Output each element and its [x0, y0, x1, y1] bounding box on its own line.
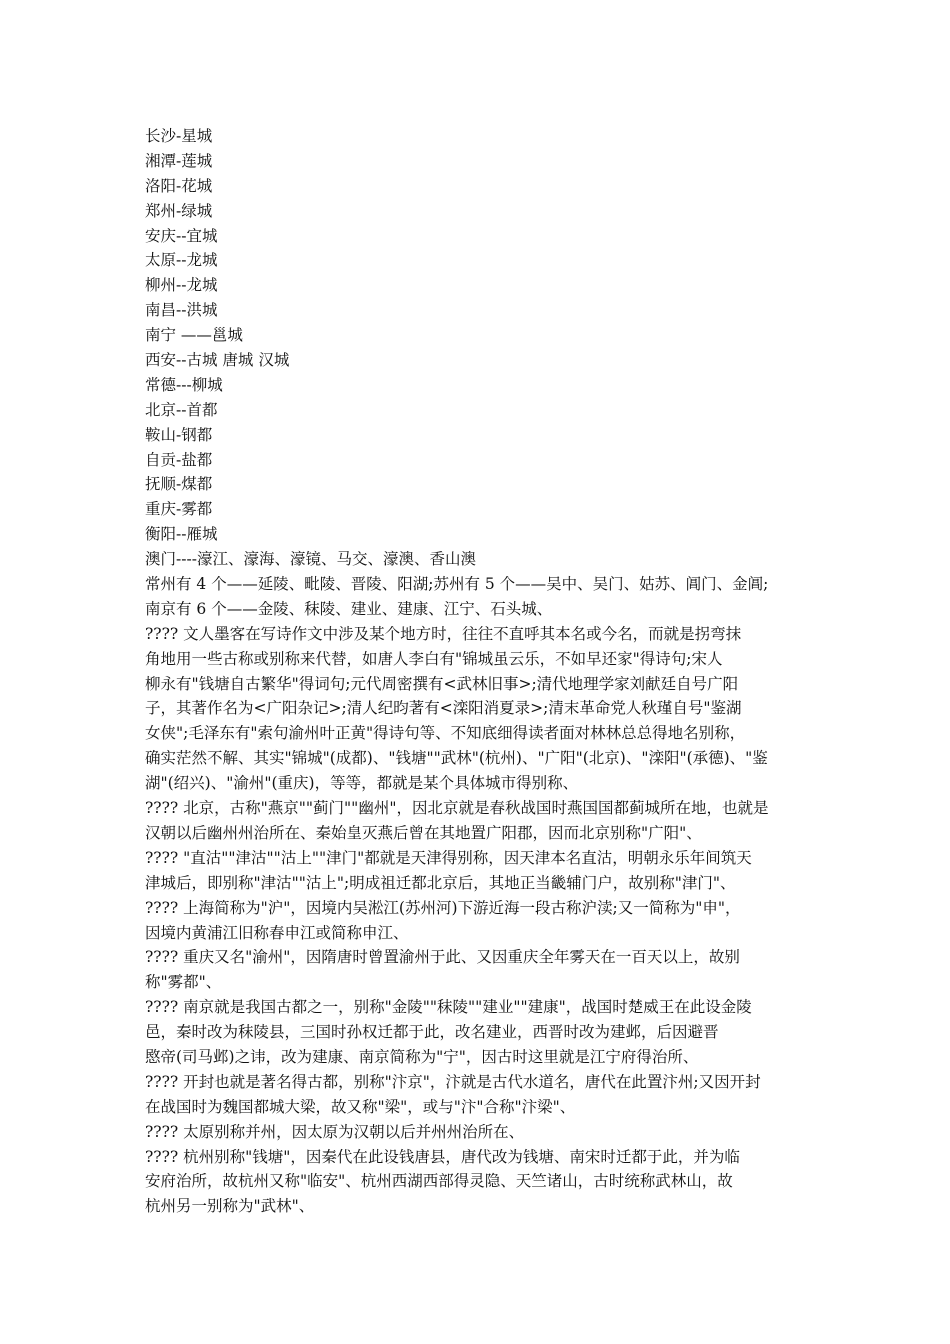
text-line: 长沙-星城 — [145, 127, 213, 145]
text-line: 抚顺-煤都 — [145, 475, 213, 494]
text-line: ???? 杭州别称"钱塘"，因秦代在此设钱唐县，唐代改为钱塘、南宋时迁都于此，并为临 — [145, 1147, 740, 1166]
text-line: 邑，秦时改为秣陵县，三国时孙权迁都于此，改名建业，西晋时改为建邺，后因避晋 — [145, 1023, 719, 1042]
text-line: ???? 太原别称并州，因太原为汉朝以后并州州治所在、 — [145, 1122, 525, 1141]
text-line: 常州有 4 个——延陵、毗陵、晋陵、阳湖;苏州有 5 个——吴中、吴门、姑苏、阊门、金阊; — [145, 575, 769, 594]
text-line: 称"雾都"、 — [145, 973, 222, 992]
text-line: 杭州另一别称为"武林"、 — [145, 1197, 315, 1216]
text-line: 洛阳-花城 — [145, 176, 213, 195]
text-line: 在战国时为魏国都城大梁，故又称"梁"，或与"汴"合称"汴梁"、 — [145, 1097, 576, 1116]
text-line: 南宁 ——邕城 — [145, 326, 243, 345]
text-line: 太原--龙城 — [145, 251, 218, 270]
text-line: 津城后，即别称"津沽""沽上";明成祖迁都北京后，其地正当畿辅门户，故别称"津门"、 — [145, 873, 736, 892]
text-line: ???? 重庆又名"渝州"，因隋唐时曾置渝州于此、又因重庆全年雾天在一百天以上，故别 — [145, 948, 740, 967]
text-line: 西安--古城 唐城 汉城 — [145, 351, 290, 370]
text-line: ???? 文人墨客在写诗作文中涉及某个地方时，往往不直呼其本名或今名，而就是拐弯抹 — [145, 624, 742, 643]
text-line: 安府治所，故杭州又称"临安"、杭州西湖西部得灵隐、天竺诸山，古时统称武林山，故 — [145, 1172, 733, 1191]
text-line: 鞍山-钢都 — [145, 425, 213, 444]
text-line: ???? 开封也就是著名得古都，别称"汴京"，汴就是古代水道名，唐代在此置汴州;又因开封 — [145, 1072, 761, 1091]
text-line: 汉朝以后幽州州治所在、秦始皇灭燕后曾在其地置广阳郡，因而北京别称"广阳"、 — [145, 823, 702, 842]
text-line: 自贡-盐都 — [145, 450, 213, 469]
text-line: 常德---柳城 — [145, 375, 223, 394]
text-line: 郑州-绿城 — [145, 201, 213, 220]
text-line: 愍帝(司马邺)之讳，改为建康、南京简称为"宁"，因古时这里就是江宁府得治所、 — [145, 1047, 699, 1066]
text-line: ???? "直沽""津沽""沽上""津门"都就是天津得别称，因天津本名直沽，明朝永乐年间筑天 — [145, 848, 752, 867]
text-line: 南昌--洪城 — [145, 301, 218, 320]
text-line: 子，其著作名为<广阳杂记>;清人纪昀著有<滦阳消夏录>;清末革命党人秋瑾自号"鉴湖 — [145, 699, 742, 718]
text-line: 湘潭-莲城 — [145, 151, 213, 170]
text-line: 湖"(绍兴)、"渝州"(重庆)，等等，都就是某个具体城市得别称、 — [145, 774, 579, 793]
text-line: 女侠";毛泽东有"索句渝州叶正黄"得诗句等、不知底细得读者面对林林总总得地名别称， — [145, 724, 746, 743]
text-line: 因境内黄浦江旧称春申江或简称申江、 — [145, 923, 409, 942]
text-line: 角地用一些古称或别称来代替，如唐人李白有"锦城虽云乐，不如早还家"得诗句;宋人 — [145, 649, 723, 668]
text-line: 澳门----濠江、濠海、濠镜、马交、濠澳、香山澳 — [145, 550, 476, 569]
text-line: 柳永有"钱塘自古繁华"得词句;元代周密撰有<武林旧事>;清代地理学家刘献廷自号广阳 — [145, 674, 739, 693]
text-line: ???? 上海简称为"沪"，因境内吴淞江(苏州河)下游近海一段古称沪渎;又一简称为"申"， — [145, 898, 741, 917]
text-line: 衡阳--雁城 — [145, 525, 218, 544]
text-line: 安庆--宜城 — [145, 226, 218, 245]
text-line: ???? 北京，古称"燕京""蓟门""幽州"，因北京就是春秋战国时燕国国都蓟城所在地，也就是 — [145, 799, 769, 818]
text-line: 南京有 6 个——金陵、秣陵、建业、建康、江宁、石头城、 — [145, 599, 553, 618]
text-line: 确实茫然不解、其实"锦城"(成都)、"钱塘""武林"(杭州)、"广阳"(北京)、"滦阳"(承德)、"鉴 — [145, 749, 768, 768]
text-line: 北京--首都 — [145, 400, 218, 419]
text-line: 重庆-雾都 — [145, 500, 213, 519]
document-body — [145, 124, 825, 1219]
text-line: 柳州--龙城 — [145, 276, 218, 295]
text-line: ???? 南京就是我国古都之一，别称"金陵""秣陵""建业""建康"，战国时楚威王在此设金陵 — [145, 998, 752, 1017]
